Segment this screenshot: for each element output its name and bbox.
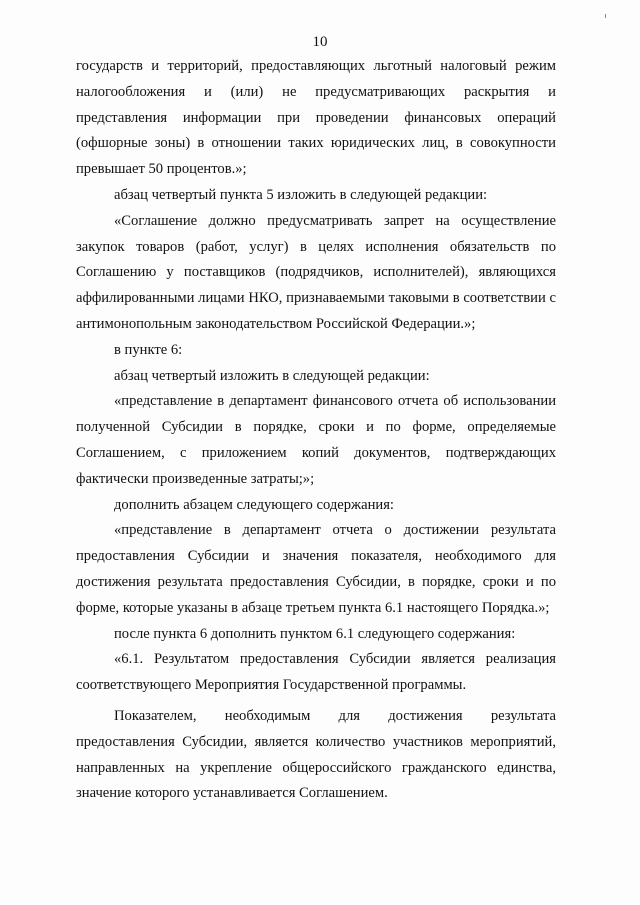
paragraph-quoted-text: «Соглашение должно предусматривать запрет на осуществление закупок товаров (работ, услуг) в целях исполнения обязательств по Соглашению у поставщиков (подрядчиков, исполнителей), являющихся аффилированными лицами НКО, признаваемыми таковыми в соответствии с антимонопольным законодательством Российской Федерации.»; [76, 212, 556, 332]
paragraph-amendment-instruction: абзац четвертый изложить в следующей редакции: [114, 367, 430, 384]
paragraph-amendment-instruction: дополнить абзацем следующего содержания: [114, 496, 394, 513]
paragraph-amendment-instruction: в пункте 6: [114, 341, 183, 358]
paragraph-quoted-text: «представление в департамент финансового отчета об использовании полученной Субсидии в порядке, сроки и по форме, определяемые Соглашением, с приложением копий документов, подтверждающих фактически произведенные затраты;»; [76, 393, 556, 487]
paragraph-amendment-instruction: после пункта 6 дополнить пунктом 6.1 следующего содержания: [114, 625, 516, 642]
paragraph-amendment-instruction: абзац четвертый пункта 5 изложить в следующей редакции: [114, 186, 488, 203]
paragraph-quoted-text: Показателем, необходимым для достижения результата предоставления Субсидии, является количество участников мероприятий, направленных на укрепление общероссийского гражданского единства, значение которого устанавливается Соглашением. [76, 707, 556, 802]
paragraph-quoted-text: «6.1. Результатом предоставления Субсидии является реализация соответствующего Мероприятия Государственной программы. [76, 651, 556, 694]
page-number: 10 [312, 34, 328, 50]
scan-speck [605, 14, 606, 18]
paragraph-continuation: государств и территорий, предоставляющих льготный налоговый режим налогообложения и (или) не предусматривающих раскрытия и представления информации при проведении финансовых операций (офшорные зоны) в отношении таких юридических лиц, в совокупности превышает 50 процентов.»; [76, 58, 556, 178]
document-body [76, 54, 556, 807]
paragraph-quoted-text: «представление в департамент отчета о достижении результата предоставления Субсидии и значения показателя, необходимого для достижения результата предоставления Субсидии, в порядке, сроки и по форме, которые указаны в абзаце третьем пункта 6.1 настоящего Порядка.»; [76, 522, 556, 616]
